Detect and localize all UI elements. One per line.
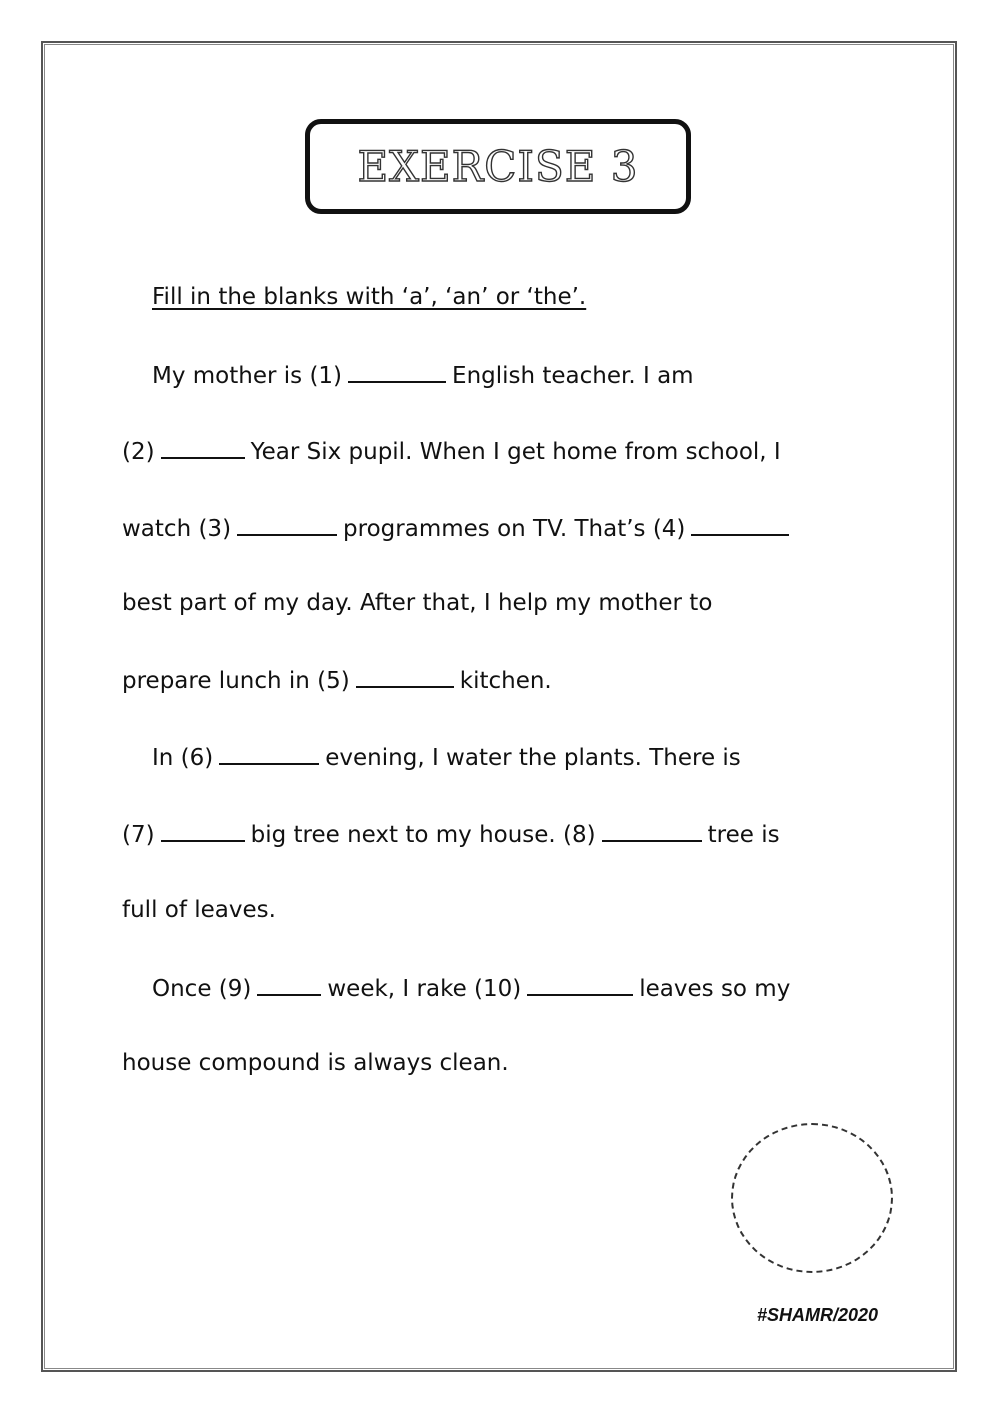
blank-8[interactable] [602, 818, 702, 842]
line-text: tree is [707, 822, 780, 848]
exercise-title: EXERCISE 3 [357, 142, 639, 191]
line-text: Once (9) [152, 976, 252, 1002]
line-text: programmes on TV. That’s (4) [343, 516, 686, 542]
blank-4[interactable] [691, 512, 789, 536]
line-text: (2) [122, 439, 155, 465]
line-text: leaves so my [639, 976, 791, 1002]
passage-line-10: house compound is always clean. [122, 1050, 509, 1076]
line-text: week, I rake (10) [327, 976, 522, 1002]
line-text: prepare lunch in (5) [122, 668, 350, 694]
blank-10[interactable] [527, 972, 633, 996]
line-text: evening, I water the plants. There is [325, 745, 741, 771]
passage-line-5 [122, 664, 552, 696]
line-text: watch (3) [122, 516, 232, 542]
blank-1[interactable] [348, 359, 446, 383]
blank-7[interactable] [161, 818, 245, 842]
passage-line-4: best part of my day. After that, I help my mother to [122, 590, 713, 616]
line-text: kitchen. [459, 668, 552, 694]
footer-tag: #SHAMR/2020 [757, 1305, 879, 1325]
line-text: Year Six pupil. When I get home from school, I [250, 439, 781, 465]
passage-line-8: full of leaves. [122, 897, 276, 923]
blank-3[interactable] [237, 512, 337, 536]
line-text: In (6) [152, 745, 214, 771]
blank-5[interactable] [356, 664, 454, 688]
line-text: My mother is (1) [152, 363, 343, 389]
blank-9[interactable] [257, 972, 321, 996]
passage-line-9 [152, 972, 790, 1004]
passage-line-2 [122, 435, 781, 467]
passage-line-1 [152, 359, 694, 391]
line-text: English teacher. I am [452, 363, 694, 389]
instruction-text: Fill in the blanks with ‘a’, ‘an’ or ‘the’. [152, 284, 587, 310]
line-text: big tree next to my house. (8) [250, 822, 596, 848]
score-circle [731, 1123, 893, 1273]
passage-line-3 [122, 512, 795, 544]
title-frame [305, 119, 691, 214]
line-text: (7) [122, 822, 155, 848]
blank-2[interactable] [161, 435, 245, 459]
blank-6[interactable] [219, 741, 319, 765]
passage-line-7 [122, 818, 780, 850]
passage-line-6 [152, 741, 741, 773]
